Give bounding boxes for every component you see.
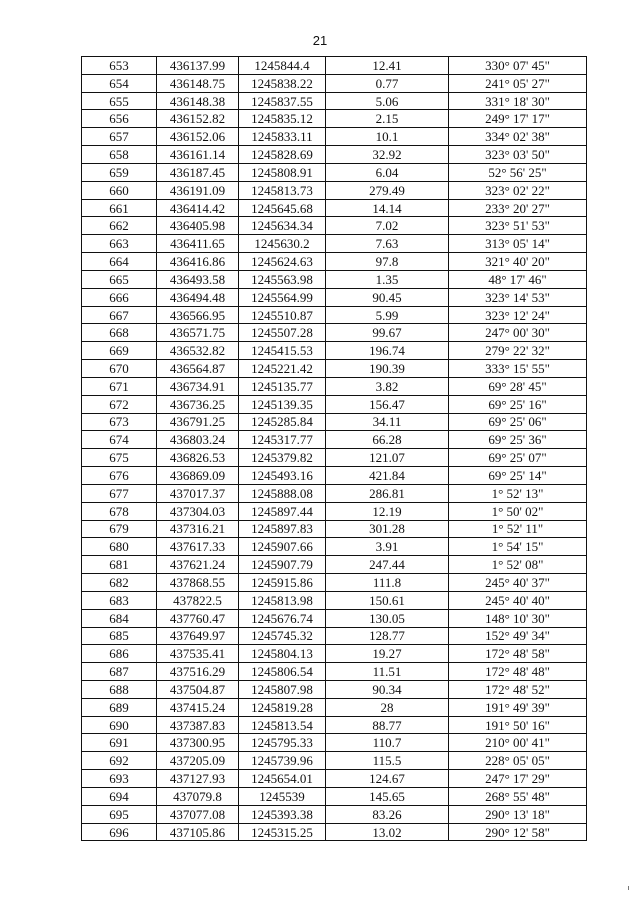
x-coordinate-cell: 437105.86 bbox=[157, 823, 239, 841]
table-row bbox=[82, 805, 587, 823]
distance-cell: 190.39 bbox=[326, 360, 449, 378]
y-coordinate-cell: 1245415.53 bbox=[239, 342, 326, 360]
point-number-cell: 663 bbox=[82, 235, 157, 253]
table-row bbox=[82, 627, 587, 645]
distance-cell: 128.77 bbox=[326, 627, 449, 645]
scan-edge-mark bbox=[628, 886, 629, 890]
x-coordinate-cell: 437304.03 bbox=[157, 502, 239, 520]
distance-cell: 1.35 bbox=[326, 270, 449, 288]
bearing-cell: 323° 14' 53" bbox=[449, 288, 587, 306]
x-coordinate-cell: 437300.95 bbox=[157, 734, 239, 752]
distance-cell: 28 bbox=[326, 698, 449, 716]
point-number-cell: 687 bbox=[82, 663, 157, 681]
table-body bbox=[82, 57, 587, 841]
page-number: 21 bbox=[312, 33, 328, 48]
distance-cell: 6.04 bbox=[326, 163, 449, 181]
point-number-cell: 684 bbox=[82, 609, 157, 627]
table-row bbox=[82, 181, 587, 199]
x-coordinate-cell: 437621.24 bbox=[157, 556, 239, 574]
point-number-cell: 657 bbox=[82, 128, 157, 146]
x-coordinate-cell: 437415.24 bbox=[157, 698, 239, 716]
point-number-cell: 681 bbox=[82, 556, 157, 574]
table-row bbox=[82, 449, 587, 467]
x-coordinate-cell: 437316.21 bbox=[157, 520, 239, 538]
bearing-cell: 1° 54' 15" bbox=[449, 538, 587, 556]
point-number-cell: 677 bbox=[82, 484, 157, 502]
y-coordinate-cell: 1245897.44 bbox=[239, 502, 326, 520]
distance-cell: 7.02 bbox=[326, 217, 449, 235]
point-number-cell: 669 bbox=[82, 342, 157, 360]
x-coordinate-cell: 436564.87 bbox=[157, 360, 239, 378]
y-coordinate-cell: 1245630.2 bbox=[239, 235, 326, 253]
point-number-cell: 659 bbox=[82, 163, 157, 181]
distance-cell: 88.77 bbox=[326, 716, 449, 734]
y-coordinate-cell: 1245838.22 bbox=[239, 74, 326, 92]
distance-cell: 115.5 bbox=[326, 752, 449, 770]
bearing-cell: 247° 17' 29" bbox=[449, 770, 587, 788]
table-row bbox=[82, 467, 587, 485]
y-coordinate-cell: 1245819.28 bbox=[239, 698, 326, 716]
bearing-cell: 191° 49' 39" bbox=[449, 698, 587, 716]
bearing-cell: 172° 48' 48" bbox=[449, 663, 587, 681]
x-coordinate-cell: 437617.33 bbox=[157, 538, 239, 556]
y-coordinate-cell: 1245634.34 bbox=[239, 217, 326, 235]
y-coordinate-cell: 1245828.69 bbox=[239, 146, 326, 164]
table-row bbox=[82, 146, 587, 164]
distance-cell: 34.11 bbox=[326, 413, 449, 431]
y-coordinate-cell: 1245806.54 bbox=[239, 663, 326, 681]
x-coordinate-cell: 437760.47 bbox=[157, 609, 239, 627]
distance-cell: 12.19 bbox=[326, 502, 449, 520]
point-number-cell: 661 bbox=[82, 199, 157, 217]
x-coordinate-cell: 437127.93 bbox=[157, 770, 239, 788]
y-coordinate-cell: 1245379.82 bbox=[239, 449, 326, 467]
x-coordinate-cell: 436191.09 bbox=[157, 181, 239, 199]
point-number-cell: 683 bbox=[82, 591, 157, 609]
table-row bbox=[82, 645, 587, 663]
table-row bbox=[82, 253, 587, 271]
x-coordinate-cell: 436803.24 bbox=[157, 431, 239, 449]
y-coordinate-cell: 1245493.16 bbox=[239, 467, 326, 485]
y-coordinate-cell: 1245795.33 bbox=[239, 734, 326, 752]
x-coordinate-cell: 437017.37 bbox=[157, 484, 239, 502]
distance-cell: 0.77 bbox=[326, 74, 449, 92]
distance-cell: 7.63 bbox=[326, 235, 449, 253]
bearing-cell: 1° 52' 11" bbox=[449, 520, 587, 538]
table-row bbox=[82, 377, 587, 395]
x-coordinate-cell: 436494.48 bbox=[157, 288, 239, 306]
table-row bbox=[82, 680, 587, 698]
table-row bbox=[82, 591, 587, 609]
y-coordinate-cell: 1245835.12 bbox=[239, 110, 326, 128]
y-coordinate-cell: 1245539 bbox=[239, 787, 326, 805]
x-coordinate-cell: 436571.75 bbox=[157, 324, 239, 342]
point-number-cell: 660 bbox=[82, 181, 157, 199]
x-coordinate-cell: 436493.58 bbox=[157, 270, 239, 288]
table-row bbox=[82, 538, 587, 556]
distance-cell: 301.28 bbox=[326, 520, 449, 538]
x-coordinate-cell: 436187.45 bbox=[157, 163, 239, 181]
y-coordinate-cell: 1245745.32 bbox=[239, 627, 326, 645]
table-row bbox=[82, 342, 587, 360]
bearing-cell: 69° 28' 45" bbox=[449, 377, 587, 395]
point-number-cell: 673 bbox=[82, 413, 157, 431]
point-number-cell: 692 bbox=[82, 752, 157, 770]
bearing-cell: 290° 13' 18" bbox=[449, 805, 587, 823]
distance-cell: 5.99 bbox=[326, 306, 449, 324]
point-number-cell: 696 bbox=[82, 823, 157, 841]
y-coordinate-cell: 1245897.83 bbox=[239, 520, 326, 538]
bearing-cell: 1° 50' 02" bbox=[449, 502, 587, 520]
y-coordinate-cell: 1245808.91 bbox=[239, 163, 326, 181]
point-number-cell: 685 bbox=[82, 627, 157, 645]
point-number-cell: 679 bbox=[82, 520, 157, 538]
point-number-cell: 690 bbox=[82, 716, 157, 734]
point-number-cell: 682 bbox=[82, 574, 157, 592]
x-coordinate-cell: 436152.82 bbox=[157, 110, 239, 128]
distance-cell: 99.67 bbox=[326, 324, 449, 342]
y-coordinate-cell: 1245285.84 bbox=[239, 413, 326, 431]
bearing-cell: 233° 20' 27" bbox=[449, 199, 587, 217]
bearing-cell: 69° 25' 14" bbox=[449, 467, 587, 485]
x-coordinate-cell: 436152.06 bbox=[157, 128, 239, 146]
y-coordinate-cell: 1245510.87 bbox=[239, 306, 326, 324]
bearing-cell: 210° 00' 41" bbox=[449, 734, 587, 752]
y-coordinate-cell: 1245888.08 bbox=[239, 484, 326, 502]
table-row bbox=[82, 520, 587, 538]
bearing-cell: 245° 40' 40" bbox=[449, 591, 587, 609]
distance-cell: 421.84 bbox=[326, 467, 449, 485]
distance-cell: 286.81 bbox=[326, 484, 449, 502]
table-row bbox=[82, 235, 587, 253]
bearing-cell: 191° 50' 16" bbox=[449, 716, 587, 734]
table-row bbox=[82, 199, 587, 217]
x-coordinate-cell: 437516.29 bbox=[157, 663, 239, 681]
point-number-cell: 670 bbox=[82, 360, 157, 378]
point-number-cell: 686 bbox=[82, 645, 157, 663]
y-coordinate-cell: 1245563.98 bbox=[239, 270, 326, 288]
distance-cell: 156.47 bbox=[326, 395, 449, 413]
distance-cell: 124.67 bbox=[326, 770, 449, 788]
bearing-cell: 279° 22' 32" bbox=[449, 342, 587, 360]
bearing-cell: 1° 52' 08" bbox=[449, 556, 587, 574]
table-row bbox=[82, 752, 587, 770]
distance-cell: 3.91 bbox=[326, 538, 449, 556]
y-coordinate-cell: 1245739.96 bbox=[239, 752, 326, 770]
bearing-cell: 323° 51' 53" bbox=[449, 217, 587, 235]
x-coordinate-cell: 436148.75 bbox=[157, 74, 239, 92]
distance-cell: 11.51 bbox=[326, 663, 449, 681]
bearing-cell: 247° 00' 30" bbox=[449, 324, 587, 342]
x-coordinate-cell: 436161.14 bbox=[157, 146, 239, 164]
distance-cell: 83.26 bbox=[326, 805, 449, 823]
x-coordinate-cell: 437387.83 bbox=[157, 716, 239, 734]
x-coordinate-cell: 436736.25 bbox=[157, 395, 239, 413]
distance-cell: 150.61 bbox=[326, 591, 449, 609]
bearing-cell: 331° 18' 30" bbox=[449, 92, 587, 110]
table-row bbox=[82, 324, 587, 342]
table-row bbox=[82, 574, 587, 592]
point-number-cell: 662 bbox=[82, 217, 157, 235]
table-row bbox=[82, 92, 587, 110]
x-coordinate-cell: 436148.38 bbox=[157, 92, 239, 110]
bearing-cell: 249° 17' 17" bbox=[449, 110, 587, 128]
x-coordinate-cell: 436734.91 bbox=[157, 377, 239, 395]
distance-cell: 2.15 bbox=[326, 110, 449, 128]
table-row bbox=[82, 57, 587, 75]
distance-cell: 14.14 bbox=[326, 199, 449, 217]
y-coordinate-cell: 1245135.77 bbox=[239, 377, 326, 395]
point-number-cell: 671 bbox=[82, 377, 157, 395]
bearing-cell: 323° 03' 50" bbox=[449, 146, 587, 164]
table-row bbox=[82, 484, 587, 502]
bearing-cell: 172° 48' 58" bbox=[449, 645, 587, 663]
y-coordinate-cell: 1245804.13 bbox=[239, 645, 326, 663]
table-row bbox=[82, 502, 587, 520]
distance-cell: 90.45 bbox=[326, 288, 449, 306]
bearing-cell: 152° 49' 34" bbox=[449, 627, 587, 645]
bearing-cell: 1° 52' 13" bbox=[449, 484, 587, 502]
bearing-cell: 48° 17' 46" bbox=[449, 270, 587, 288]
point-number-cell: 668 bbox=[82, 324, 157, 342]
table-row bbox=[82, 734, 587, 752]
table-row bbox=[82, 74, 587, 92]
point-number-cell: 653 bbox=[82, 57, 157, 75]
x-coordinate-cell: 437649.97 bbox=[157, 627, 239, 645]
x-coordinate-cell: 436416.86 bbox=[157, 253, 239, 271]
x-coordinate-cell: 436791.25 bbox=[157, 413, 239, 431]
distance-cell: 66.28 bbox=[326, 431, 449, 449]
x-coordinate-cell: 436869.09 bbox=[157, 467, 239, 485]
y-coordinate-cell: 1245813.54 bbox=[239, 716, 326, 734]
y-coordinate-cell: 1245907.79 bbox=[239, 556, 326, 574]
distance-cell: 13.02 bbox=[326, 823, 449, 841]
bearing-cell: 228° 05' 05" bbox=[449, 752, 587, 770]
bearing-cell: 313° 05' 14" bbox=[449, 235, 587, 253]
table-row bbox=[82, 609, 587, 627]
y-coordinate-cell: 1245393.38 bbox=[239, 805, 326, 823]
distance-cell: 247.44 bbox=[326, 556, 449, 574]
table-row bbox=[82, 288, 587, 306]
table-row bbox=[82, 306, 587, 324]
x-coordinate-cell: 436405.98 bbox=[157, 217, 239, 235]
distance-cell: 10.1 bbox=[326, 128, 449, 146]
point-number-cell: 678 bbox=[82, 502, 157, 520]
y-coordinate-cell: 1245907.66 bbox=[239, 538, 326, 556]
point-number-cell: 667 bbox=[82, 306, 157, 324]
table-row bbox=[82, 431, 587, 449]
table-row bbox=[82, 360, 587, 378]
distance-cell: 19.27 bbox=[326, 645, 449, 663]
distance-cell: 121.07 bbox=[326, 449, 449, 467]
distance-cell: 130.05 bbox=[326, 609, 449, 627]
point-number-cell: 680 bbox=[82, 538, 157, 556]
bearing-cell: 330° 07' 45" bbox=[449, 57, 587, 75]
y-coordinate-cell: 1245813.73 bbox=[239, 181, 326, 199]
distance-cell: 32.92 bbox=[326, 146, 449, 164]
point-number-cell: 654 bbox=[82, 74, 157, 92]
bearing-cell: 52° 56' 25" bbox=[449, 163, 587, 181]
distance-cell: 196.74 bbox=[326, 342, 449, 360]
distance-cell: 279.49 bbox=[326, 181, 449, 199]
y-coordinate-cell: 1245833.11 bbox=[239, 128, 326, 146]
bearing-cell: 321° 40' 20" bbox=[449, 253, 587, 271]
distance-cell: 90.34 bbox=[326, 680, 449, 698]
bearing-cell: 245° 40' 37" bbox=[449, 574, 587, 592]
table-row bbox=[82, 395, 587, 413]
point-number-cell: 688 bbox=[82, 680, 157, 698]
y-coordinate-cell: 1245837.55 bbox=[239, 92, 326, 110]
x-coordinate-cell: 436411.65 bbox=[157, 235, 239, 253]
table-row bbox=[82, 163, 587, 181]
coordinates-table bbox=[81, 56, 587, 841]
bearing-cell: 241° 05' 27" bbox=[449, 74, 587, 92]
distance-cell: 110.7 bbox=[326, 734, 449, 752]
point-number-cell: 664 bbox=[82, 253, 157, 271]
y-coordinate-cell: 1245654.01 bbox=[239, 770, 326, 788]
x-coordinate-cell: 437205.09 bbox=[157, 752, 239, 770]
table-row bbox=[82, 823, 587, 841]
y-coordinate-cell: 1245507.28 bbox=[239, 324, 326, 342]
distance-cell: 97.8 bbox=[326, 253, 449, 271]
distance-cell: 12.41 bbox=[326, 57, 449, 75]
x-coordinate-cell: 436137.99 bbox=[157, 57, 239, 75]
table-row bbox=[82, 413, 587, 431]
y-coordinate-cell: 1245807.98 bbox=[239, 680, 326, 698]
point-number-cell: 665 bbox=[82, 270, 157, 288]
y-coordinate-cell: 1245315.25 bbox=[239, 823, 326, 841]
point-number-cell: 666 bbox=[82, 288, 157, 306]
x-coordinate-cell: 437822.5 bbox=[157, 591, 239, 609]
x-coordinate-cell: 437504.87 bbox=[157, 680, 239, 698]
table-row bbox=[82, 716, 587, 734]
table-row bbox=[82, 770, 587, 788]
distance-cell: 3.82 bbox=[326, 377, 449, 395]
distance-cell: 145.65 bbox=[326, 787, 449, 805]
y-coordinate-cell: 1245564.99 bbox=[239, 288, 326, 306]
distance-cell: 111.8 bbox=[326, 574, 449, 592]
table-row bbox=[82, 787, 587, 805]
point-number-cell: 674 bbox=[82, 431, 157, 449]
bearing-cell: 334° 02' 38" bbox=[449, 128, 587, 146]
table-row bbox=[82, 663, 587, 681]
x-coordinate-cell: 436414.42 bbox=[157, 199, 239, 217]
x-coordinate-cell: 437535.41 bbox=[157, 645, 239, 663]
point-number-cell: 694 bbox=[82, 787, 157, 805]
bearing-cell: 69° 25' 36" bbox=[449, 431, 587, 449]
y-coordinate-cell: 1245221.42 bbox=[239, 360, 326, 378]
bearing-cell: 172° 48' 52" bbox=[449, 680, 587, 698]
point-number-cell: 691 bbox=[82, 734, 157, 752]
bearing-cell: 290° 12' 58" bbox=[449, 823, 587, 841]
x-coordinate-cell: 436566.95 bbox=[157, 306, 239, 324]
table-row bbox=[82, 128, 587, 146]
bearing-cell: 148° 10' 30" bbox=[449, 609, 587, 627]
point-number-cell: 675 bbox=[82, 449, 157, 467]
x-coordinate-cell: 437079.8 bbox=[157, 787, 239, 805]
bearing-cell: 333° 15' 55" bbox=[449, 360, 587, 378]
point-number-cell: 676 bbox=[82, 467, 157, 485]
y-coordinate-cell: 1245139.35 bbox=[239, 395, 326, 413]
x-coordinate-cell: 437868.55 bbox=[157, 574, 239, 592]
table-row bbox=[82, 270, 587, 288]
y-coordinate-cell: 1245915.86 bbox=[239, 574, 326, 592]
y-coordinate-cell: 1245645.68 bbox=[239, 199, 326, 217]
bearing-cell: 323° 12' 24" bbox=[449, 306, 587, 324]
table-row bbox=[82, 698, 587, 716]
x-coordinate-cell: 437077.08 bbox=[157, 805, 239, 823]
x-coordinate-cell: 436826.53 bbox=[157, 449, 239, 467]
bearing-cell: 268° 55' 48" bbox=[449, 787, 587, 805]
y-coordinate-cell: 1245676.74 bbox=[239, 609, 326, 627]
point-number-cell: 693 bbox=[82, 770, 157, 788]
point-number-cell: 658 bbox=[82, 146, 157, 164]
y-coordinate-cell: 1245624.63 bbox=[239, 253, 326, 271]
point-number-cell: 655 bbox=[82, 92, 157, 110]
bearing-cell: 69° 25' 06" bbox=[449, 413, 587, 431]
bearing-cell: 323° 02' 22" bbox=[449, 181, 587, 199]
distance-cell: 5.06 bbox=[326, 92, 449, 110]
y-coordinate-cell: 1245813.98 bbox=[239, 591, 326, 609]
point-number-cell: 656 bbox=[82, 110, 157, 128]
point-number-cell: 695 bbox=[82, 805, 157, 823]
point-number-cell: 672 bbox=[82, 395, 157, 413]
table-row bbox=[82, 556, 587, 574]
point-number-cell: 689 bbox=[82, 698, 157, 716]
y-coordinate-cell: 1245317.77 bbox=[239, 431, 326, 449]
table-row bbox=[82, 217, 587, 235]
y-coordinate-cell: 1245844.4 bbox=[239, 57, 326, 75]
bearing-cell: 69° 25' 16" bbox=[449, 395, 587, 413]
x-coordinate-cell: 436532.82 bbox=[157, 342, 239, 360]
bearing-cell: 69° 25' 07" bbox=[449, 449, 587, 467]
table-row bbox=[82, 110, 587, 128]
